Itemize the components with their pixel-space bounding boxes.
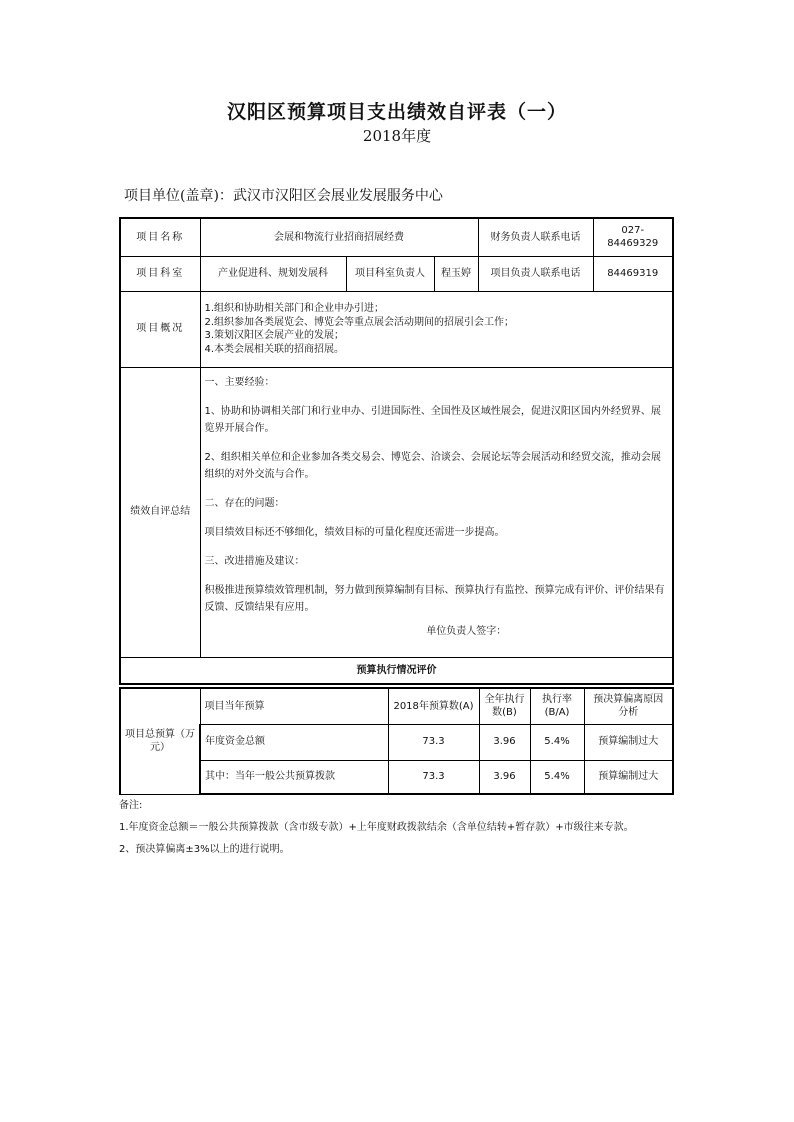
overview-line: 2.组织参加各类展览会、博览会等重点展会活动期间的招展引会工作； <box>204 316 515 328</box>
project-contact-label: 项目负责人联系电话 <box>478 256 593 291</box>
unit-label: 项目单位(盖章)： <box>124 188 233 204</box>
row-item: 其中：当年一般公共预算拨款 <box>200 760 388 794</box>
summary-problem-text: 项目绩效目标还不够细化，绩效目标的可量化程度还需进一步提高。 <box>204 526 505 538</box>
header-analysis-cell: 预决算偏离原因分析 <box>584 688 673 724</box>
project-contact-phone: 84469319 <box>593 256 673 291</box>
page-title: 汉阳区预算项目支出绩效自评表（一） <box>226 101 567 123</box>
summary-experience-2: 2、组织相关单位和企业参加各类交易会、博览会、洽谈会、会展论坛等会展活动和经贸交流，推动会展组织的对外交流与合作。 <box>204 451 661 480</box>
row-rate: 5.4% <box>530 760 584 794</box>
row-summary <box>120 367 673 657</box>
dept-head-label: 项目科室负责人 <box>346 256 434 291</box>
self-evaluation-table <box>119 217 674 685</box>
project-name-value: 会展和物流行业招商招展经费 <box>200 218 478 256</box>
row-project-dept <box>120 256 673 291</box>
row-analysis: 预算编制过大 <box>584 760 673 794</box>
project-name-label: 项目名称 <box>120 218 200 256</box>
row-budget: 73.3 <box>388 760 479 794</box>
row-rate: 5.4% <box>530 724 584 760</box>
finance-contact-label: 财务负责人联系电话 <box>478 218 593 256</box>
summary-heading-problems: 二、存在的问题： <box>204 497 285 509</box>
overview-line: 3.策划汉阳区会展产业的发展； <box>204 330 345 341</box>
unit-head-signature: 单位负责人签字： <box>426 625 507 637</box>
table-row <box>120 724 673 760</box>
summary-heading-experience: 一、主要经验： <box>204 376 275 388</box>
summary-improvement-text: 积极推进预算绩效管理机制，努力做到预算编制有目标、预算执行有监控、预算完成有评价、评价结果有反馈、反馈结果有应用。 <box>204 584 665 613</box>
summary-content <box>200 367 673 657</box>
overview-line: 4.本类会展相关联的招商招展。 <box>204 343 345 355</box>
overview-line: 1.组织和协助相关部门和企业申办引进； <box>204 303 385 314</box>
row-actual: 3.96 <box>479 724 530 760</box>
budget-section-title: 预算执行情况评价 <box>120 657 673 684</box>
unit-name: 武汉市汉阳区会展业发展服务中心 <box>232 188 443 204</box>
report-year: 2018年度 <box>362 127 432 145</box>
overview-label: 项目概况 <box>120 291 200 367</box>
header-actual-cell: 全年执行数(B) <box>479 688 530 724</box>
row-overview <box>120 291 673 367</box>
row-budget: 73.3 <box>388 724 479 760</box>
note-2: 2、预决算偏离±3%以上的进行说明。 <box>119 844 290 855</box>
summary-label: 绩效自评总结 <box>120 367 200 657</box>
dept-head-name: 程玉婷 <box>434 256 478 291</box>
row-budget-section-title <box>120 657 673 684</box>
table-row <box>120 760 673 794</box>
finance-contact-phone: 027-84469329 <box>593 218 673 256</box>
notes-title: 备注: <box>119 800 143 811</box>
summary-experience-1: 1、协助和协调相关部门和行业申办、引进国际性、全国性及区域性展会，促进汉阳区国内外经贸界、展览界开展合作。 <box>204 405 661 434</box>
header-rate-cell: 执行率(B/A) <box>530 688 584 724</box>
row-actual: 3.96 <box>479 760 530 794</box>
dept-value: 产业促进科、规划发展科 <box>200 256 346 291</box>
overview-content <box>200 291 673 367</box>
note-1: 1.年度资金总额＝一般公共预算拨款（含市级专款）+上年度财政拨款结余（含单位结转+暂存款）+市级往来专款。 <box>119 822 634 833</box>
row-item: 年度资金总额 <box>200 724 388 760</box>
budget-table <box>119 687 674 795</box>
project-unit <box>124 185 443 205</box>
header-item-cell: 项目当年预算 <box>200 688 388 724</box>
budget-header-row <box>120 688 673 724</box>
dept-label: 项目科室 <box>120 256 200 291</box>
header-budget-cell: 2018年预算数(A) <box>388 688 479 724</box>
budget-total-label: 项目总预算（万元） <box>120 688 200 794</box>
summary-heading-improvements: 三、改进措施及建议： <box>204 555 305 567</box>
row-project-name <box>120 218 673 256</box>
notes <box>119 798 679 864</box>
row-analysis: 预算编制过大 <box>584 724 673 760</box>
